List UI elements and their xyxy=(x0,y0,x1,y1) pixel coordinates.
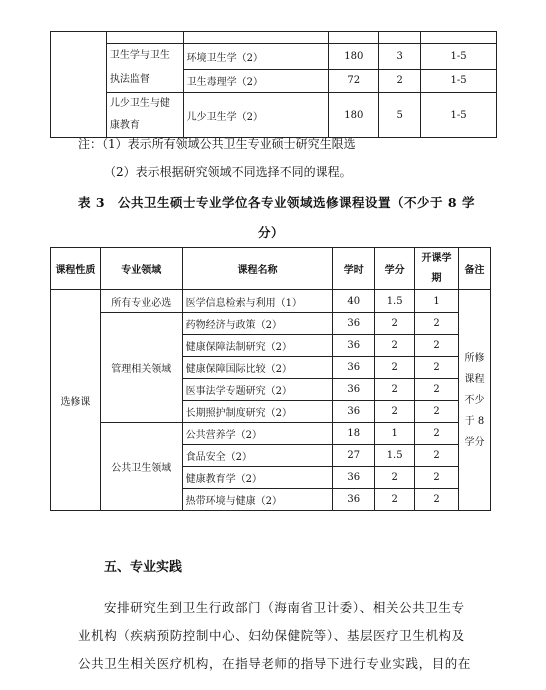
term-cell: 2 xyxy=(415,401,459,423)
course-cell: 健康保障法制研究（2） xyxy=(182,335,333,357)
table-caption-continued: 分） xyxy=(258,225,285,240)
field-cell: 公共卫生领域 xyxy=(100,423,182,511)
hours-cell: 36 xyxy=(333,313,375,335)
course-cell: 长期照护制度研究（2） xyxy=(182,401,333,423)
header-course-name: 课程名称 xyxy=(182,248,333,290)
hours-cell xyxy=(329,32,379,44)
credits-cell: 2 xyxy=(375,467,415,489)
hours-cell: 36 xyxy=(333,357,375,379)
term-cell: 1 xyxy=(415,290,459,313)
table-row xyxy=(51,290,491,313)
table-note-1: 注：（1）表示所有领域公共卫生专业硕士研究生限选 xyxy=(78,137,356,151)
course-cell: 热带环境与健康（2） xyxy=(182,489,333,511)
credits-cell xyxy=(379,32,421,44)
credits-cell: 1.5 xyxy=(375,445,415,467)
course-cell: 环境卫生学（2） xyxy=(183,44,329,70)
paragraph-line: 业机构（疾病预防控制中心、妇幼保健院等）、基层医疗卫生机构及 xyxy=(78,628,465,643)
course-cell xyxy=(183,32,329,44)
section-heading: 五、专业实践 xyxy=(104,560,183,575)
course-cell: 药物经济与政策（2） xyxy=(182,313,333,335)
hours-cell: 36 xyxy=(333,401,375,423)
course-cell: 医事法学专题研究（2） xyxy=(182,379,333,401)
hours-cell: 72 xyxy=(329,69,379,92)
table-row xyxy=(51,313,491,335)
field-cell: 管理相关领域 xyxy=(100,313,182,423)
course-cell: 医学信息检索与利用（1） xyxy=(182,290,333,313)
header-course-type: 课程性质 xyxy=(51,248,101,290)
term-cell: 1-5 xyxy=(421,69,497,92)
hours-cell: 27 xyxy=(333,445,375,467)
credits-cell: 2 xyxy=(375,401,415,423)
table-row xyxy=(51,423,491,445)
term-cell: 2 xyxy=(415,445,459,467)
paragraph-line: 安排研究生到卫生行政部门（海南省卫计委）、相关公共卫生专 xyxy=(104,600,465,615)
hours-cell: 180 xyxy=(329,93,379,138)
credits-cell: 2 xyxy=(375,335,415,357)
credits-cell: 2 xyxy=(375,489,415,511)
term-cell: 2 xyxy=(415,335,459,357)
hours-cell: 36 xyxy=(333,467,375,489)
elective-course-table xyxy=(50,247,491,511)
credits-cell: 2 xyxy=(375,313,415,335)
remark-cell: 所修 课程 不少 于 8 学分 xyxy=(459,290,491,511)
term-cell: 2 xyxy=(415,423,459,445)
term-cell: 2 xyxy=(415,379,459,401)
field-cell: 卫生学与卫生执法监督 xyxy=(106,44,183,93)
hours-cell: 36 xyxy=(333,335,375,357)
hours-cell: 40 xyxy=(333,290,375,313)
header-field: 专业领域 xyxy=(100,248,182,290)
term-cell: 2 xyxy=(415,357,459,379)
header-term: 开课学 期 xyxy=(415,248,459,290)
paragraph-line: 公共卫生相关医疗机构，在指导老师的指导下进行专业实践，目的在 xyxy=(78,656,472,671)
header-credits: 学分 xyxy=(375,248,415,290)
hours-cell: 36 xyxy=(333,489,375,511)
course-cell: 健康保障国际比较（2） xyxy=(182,357,333,379)
term-cell: 1-5 xyxy=(421,44,497,70)
course-cell: 健康教育学（2） xyxy=(182,467,333,489)
course-type-cell: 选修课 xyxy=(51,290,101,511)
course-cell: 公共营养学（2） xyxy=(182,423,333,445)
course-cell: 食品安全（2） xyxy=(182,445,333,467)
course-cell: 儿少卫生学（2） xyxy=(183,93,329,138)
credits-cell: 1 xyxy=(375,423,415,445)
term-cell: 1-5 xyxy=(421,93,497,138)
credits-cell: 1.5 xyxy=(375,290,415,313)
table-note-2: （2）表示根据研究领域不同选择不同的课程。 xyxy=(104,165,352,179)
table-caption: 表 3 公共卫生硕士专业学位各专业领域选修课程设置（不少于 8 学 xyxy=(78,195,475,210)
credits-cell: 5 xyxy=(379,93,421,138)
credits-cell: 3 xyxy=(379,44,421,70)
header-remark: 备注 xyxy=(459,248,491,290)
field-cell: 所有专业必选 xyxy=(100,290,182,313)
term-cell xyxy=(421,32,497,44)
header-hours: 学时 xyxy=(333,248,375,290)
table-row xyxy=(51,93,497,138)
table-header-row xyxy=(51,248,491,290)
hours-cell: 36 xyxy=(333,379,375,401)
field-cell xyxy=(106,32,183,44)
term-cell: 2 xyxy=(415,489,459,511)
term-cell: 2 xyxy=(415,313,459,335)
field-cell: 儿少卫生与健康教育 xyxy=(106,93,183,138)
hours-cell: 180 xyxy=(329,44,379,70)
term-cell: 2 xyxy=(415,467,459,489)
credits-cell: 2 xyxy=(379,69,421,92)
credits-cell: 2 xyxy=(375,357,415,379)
table-row xyxy=(51,44,497,70)
hours-cell: 18 xyxy=(333,423,375,445)
table-row xyxy=(51,32,497,44)
credits-cell: 2 xyxy=(375,379,415,401)
course-cell: 卫生毒理学（2） xyxy=(183,69,329,92)
previous-course-table xyxy=(50,31,497,138)
